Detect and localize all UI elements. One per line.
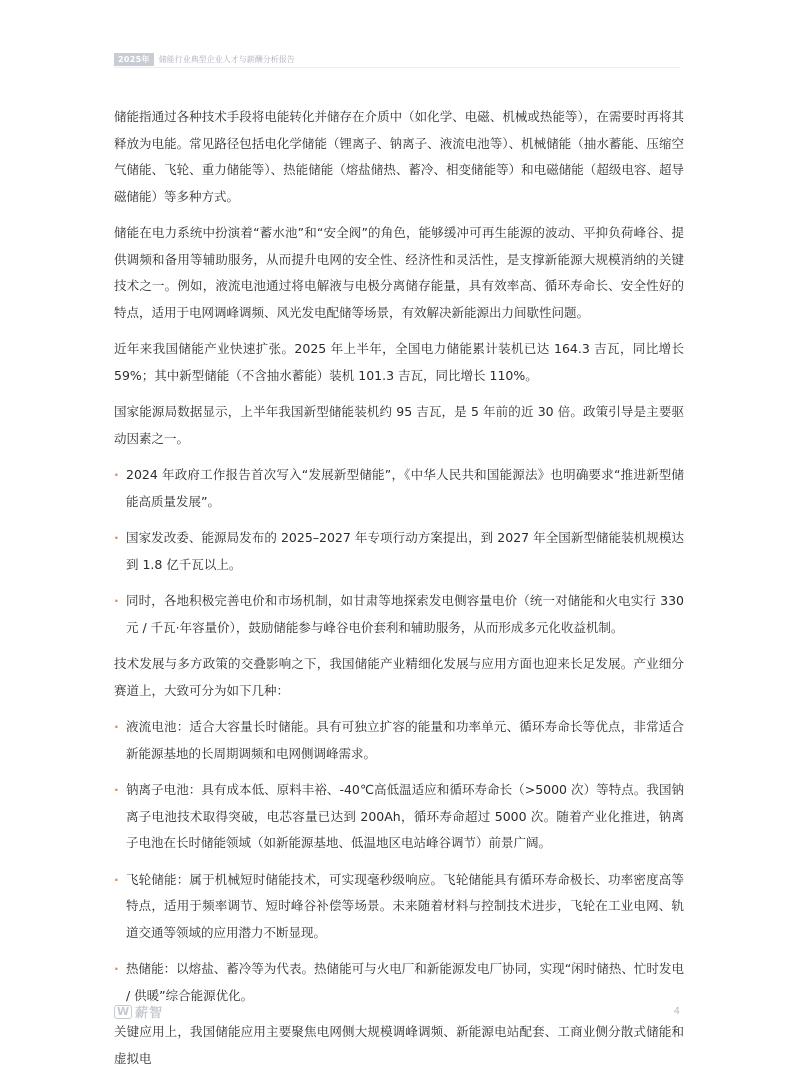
bullet-icon: · — [114, 530, 119, 545]
bullet-icon: · — [114, 467, 119, 482]
list-item — [114, 714, 684, 767]
bullet-icon: · — [114, 593, 119, 608]
tech-bullet-list — [114, 714, 684, 1009]
footer-logo — [114, 1002, 163, 1021]
list-item-text: 液流电池：适合大容量长时储能。具有可独立扩容的能量和功率单元、循环寿命长等优点，非常适合新能源基地的长周期调频和电网侧调峰需求。 — [126, 719, 684, 761]
bullet-icon: · — [114, 782, 119, 797]
logo-icon: W — [114, 1005, 132, 1019]
logo-text: 薪智 — [135, 1006, 164, 1021]
list-item-text: 飞轮储能：属于机械短时储能技术，可实现毫秒级响应。飞轮储能具有循环寿命极长、功率密度高等特点，适用于频率调节、短时峰谷补偿等场景。未来随着材料与控制技术进步，飞轮在工业电网、轨道交通等领域的应用潜力不断显现。 — [126, 871, 684, 940]
list-item-text: 同时，各地积极完善电价和市场机制，如甘肃等地探索发电侧容量电价（统一对储能和火电实行 330 元 / 千瓦·年容量价），鼓励储能参与峰谷电价套利和辅助服务，从而形成多元化收益机制。 — [126, 593, 684, 635]
year-badge: 2025年 — [114, 53, 154, 66]
bullet-icon: · — [114, 961, 119, 976]
paragraph-role: 储能在电力系统中扮演着“蓄水池”和“安全阀”的角色，能够缓冲可再生能源的波动、平抑负荷峰谷、提供调频和备用等辅助服务，从而提升电网的安全性、经济性和灵活性，是支撑新能源大规模消纳的关键技术之一。例如，液流电池通过将电解液与电极分离储存能量，具有效率高、循环寿命长、安全性好的特点，适用于电网调峰调频、风光发电配储等场景，有效解决新能源出力间歇性问题。 — [114, 225, 684, 320]
paragraph-segments-intro: 技术发展与多方政策的交叠影响之下，我国储能产业精细化发展与应用方面也迎来长足发展。产业细分赛道上，大致可分为如下几种： — [114, 656, 684, 698]
paragraph-growth: 近年来我国储能产业快速扩张。2025 年上半年，全国电力储能累计装机已达 164.3 吉瓦，同比增长 59%；其中新型储能（不含抽水蓄能）装机 101.3 吉瓦，同比增长 110%。 — [114, 341, 684, 383]
paragraph-applications: 关键应用上，我国储能应用主要聚焦电网侧大规模调峰调频、新能源电站配套、工商业侧分散式储能和虚拟电 — [114, 1024, 684, 1066]
report-title: 储能行业典型企业人才与薪酬分析报告 — [158, 55, 295, 64]
list-item-text: 热储能：以熔盐、蓄冷等为代表。热储能可与火电厂和新能源发电厂协同，实现“闲时储热、忙时发电 / 供暖”综合能源优化。 — [126, 961, 684, 1003]
list-item-text: 钠离子电池：具有成本低、原料丰裕、-40℃高低温适应和循环寿命长（>5000 次）等特点。我国钠离子电池技术取得突破，电芯容量已达到 200Ah，循环寿命超过 5000 次。随着产业化推进，钠离子电池在长时储能领域（如新能源基地、低温地区电站峰谷调节）前景广阔。 — [126, 782, 684, 850]
header-divider — [114, 67, 680, 68]
list-item — [114, 777, 684, 857]
list-item — [114, 588, 684, 641]
page-number: 4 — [673, 1006, 680, 1017]
list-item — [114, 525, 684, 578]
page-header — [114, 53, 295, 66]
list-item-text: 2024 年政府工作报告首次写入“发展新型储能”，《中华人民共和国能源法》也明确要求“推进新型储能高质量发展”。 — [126, 467, 684, 509]
policy-bullet-list — [114, 462, 684, 641]
list-item — [114, 462, 684, 515]
main-content — [114, 104, 684, 1082]
list-item-text: 国家发改委、能源局发布的 2025–2027 年专项行动方案提出，到 2027 年全国新型储能装机规模达到 1.8 亿千瓦以上。 — [126, 530, 684, 572]
paragraph-definition: 储能指通过各种技术手段将电能转化并储存在介质中（如化学、电磁、机械或热能等），在需要时再将其释放为电能。常见路径包括电化学储能（锂离子、钠离子、液流电池等）、机械储能（抽水蓄能、压缩空气储能、飞轮、重力储能等）、热能储能（熔盐储热、蓄冷、相变储能等）和电磁储能（超级电容、超导磁储能）等多种方式。 — [114, 109, 684, 204]
bullet-icon: · — [114, 719, 119, 734]
list-item — [114, 867, 684, 947]
list-item — [114, 956, 684, 1009]
bullet-icon: · — [114, 871, 119, 887]
paragraph-policy-intro: 国家能源局数据显示，上半年我国新型储能装机约 95 吉瓦，是 5 年前的近 30 倍。政策引导是主要驱动因素之一。 — [114, 404, 684, 446]
